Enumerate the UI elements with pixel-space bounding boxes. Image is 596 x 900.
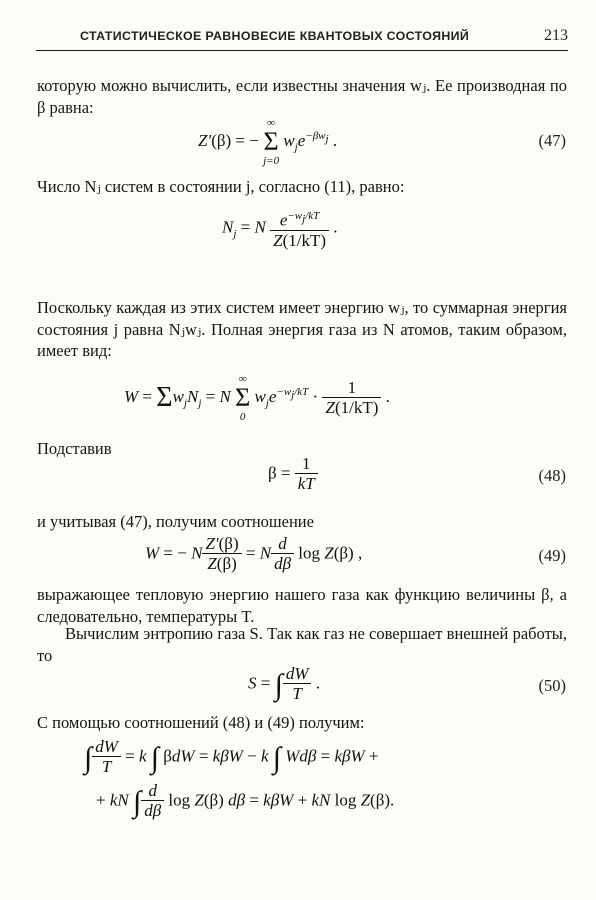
running-head: СТАТИСТИЧЕСКОЕ РАВНОВЕСИЕ КВАНТОВЫХ СОСТОЯНИЙ [80, 29, 470, 43]
paragraph-1: которую можно вычислить, если известны значения wⱼ. Ее производная по β равна: [37, 76, 567, 117]
paragraph-4: Подставив [37, 439, 112, 458]
equation-total-energy: $W = \Sigma w_jN_j = N$ ∞ Σ 0 $w_je^{-w_j/kT}$ · $\frac{1}{Z(1/kT)}$ . [124, 373, 390, 423]
paragraph-6: выражающее тепловую энергию нашего газа как функцию величины β, а следовательно, температуры T. [37, 585, 567, 626]
equation-number-50: (50) [538, 676, 566, 695]
paragraph-5: и учитывая (47), получим соотношение [37, 512, 314, 531]
page-header [36, 28, 568, 51]
equation-number-49: (49) [538, 546, 566, 565]
equation-final-line-1: ∫ $\frac{dW}{T}$ = k ∫ βdW = kβW − k ∫ Wdβ = kβW + [84, 737, 379, 776]
equation-50: S = ∫ $\frac{dW}{T}$ . [248, 664, 320, 703]
equation-49: W = − N $\frac{Z'(\beta)}{Z(\beta)}$ = N $\frac{d}{d\beta}$ log Z(β) , [145, 534, 363, 573]
paragraph-7: Вычислим энтропию газа S. Так как газ не совершает внешней работы, то [37, 624, 567, 665]
paragraph-8: С помощью соотношений (48) и (49) получим: [37, 713, 365, 732]
equation-number-47: (47) [538, 131, 566, 150]
equation-47: Z′(β) = − ∞ Σ j=0 $w_je^{-\beta w_j}$ . [198, 117, 338, 167]
equation-final-line-2: + kN ∫ $\frac{d}{d\beta}$ log Z(β) dβ = kβW + kN log Z(β). [96, 781, 395, 820]
page-number: 213 [544, 27, 568, 44]
equation-nj: $N_j = N$ $\frac{e^{-w_j/kT}}{Z(1/kT)}$ . [222, 207, 338, 251]
equation-number-48: (48) [538, 466, 566, 485]
paragraph-3: Поскольку каждая из этих систем имеет энергию wⱼ, то суммарная энергия состояния j равна Nⱼwⱼ. Полная энергия газа из N атомов, таким образом, имеет вид: [37, 298, 567, 360]
equation-48: β = $\frac{1}{kT}$ [268, 455, 318, 494]
paragraph-2: Число Nⱼ систем в состоянии j, согласно (11), равно: [37, 177, 405, 196]
